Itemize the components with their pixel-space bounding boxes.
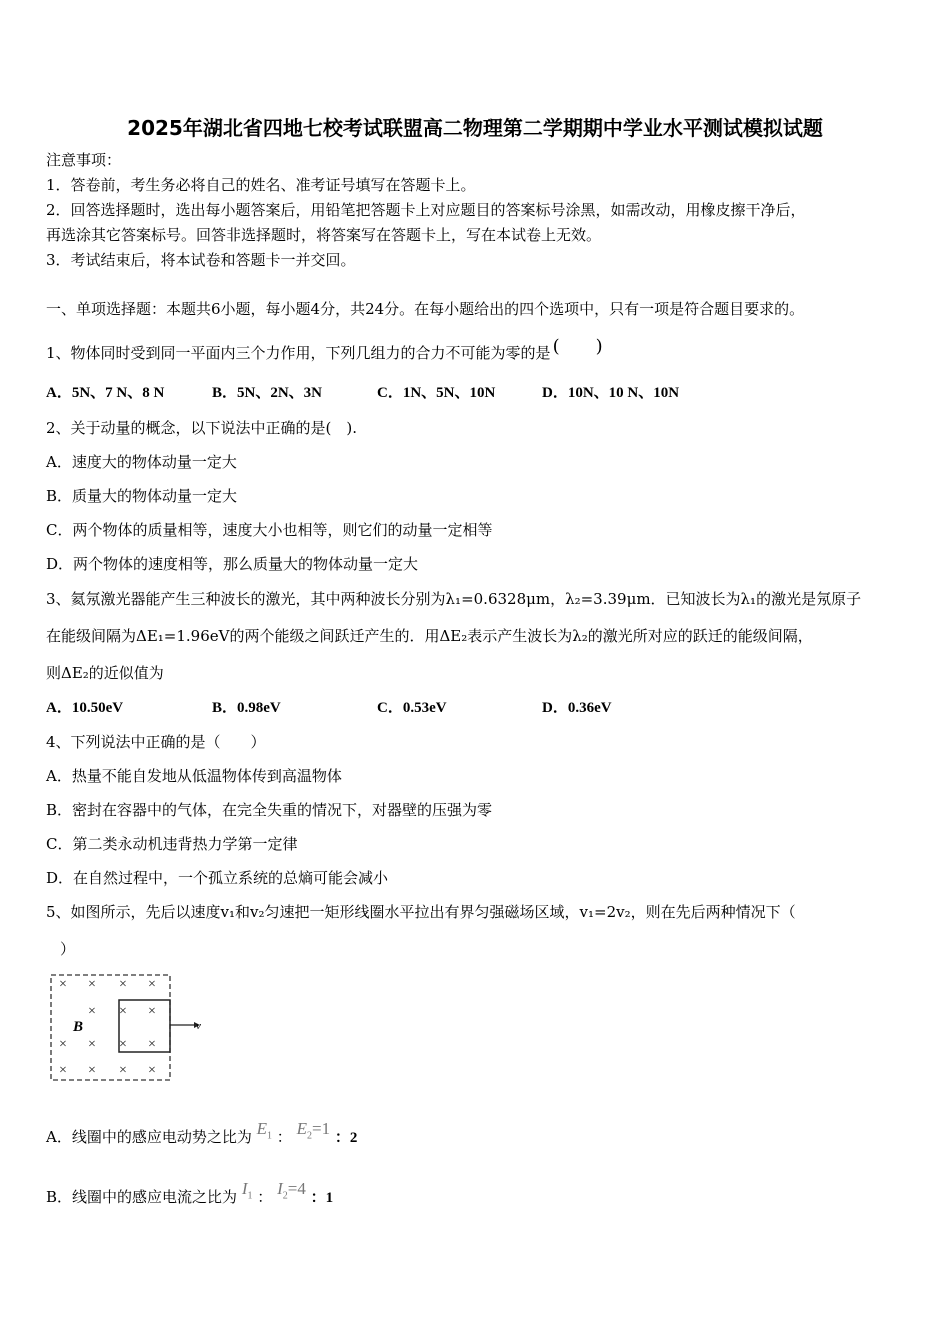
q2-option-d: D．两个物体的速度相等，那么质量大的物体动量一定大 [46,555,419,573]
q5-a-tail: ：2 [334,1130,358,1146]
q5-a-e1 [256,1119,273,1142]
q5-option-b [46,1178,333,1209]
e1-symbol: E [256,1119,268,1138]
q1-option-a: A．5N、7 N、8 N [46,385,165,401]
velocity-label: v [196,1020,201,1032]
q5-a-e2 [296,1119,331,1142]
q5-b-i1 [241,1179,253,1202]
field-cross-icon: × [88,1037,96,1052]
q5-option-a [46,1118,357,1149]
i2-sub: 2 [282,1190,288,1202]
q3-line-2: 在能级间隔为ΔE₁=1.96eV的两个能级之间跃迁产生的．用ΔE₂表示产生波长为λ₂的激光所对应的跃迁的能级间隔， [46,627,813,645]
i-eq: =4 [287,1179,306,1198]
section-heading: 一、单项选择题：本题共6小题，每小题4分，共24分。在每小题给出的四个选项中，只有一项是符合题目要求的。 [46,300,805,318]
q1-stem [46,336,603,364]
magnetic-field-figure [48,972,208,1084]
notice-heading: 注意事项： [46,151,122,169]
q5-b-colon: ： [257,1188,273,1206]
q2-option-b: B．质量大的物体动量一定大 [46,487,238,505]
q3-option-d: D．0.36eV [542,700,612,716]
q1-option-b: B．5N、2N、3N [212,385,323,401]
q3-option-c: C．0.53eV [377,700,447,716]
q1-paren: ( ) [552,336,603,357]
i1-symbol: I [241,1179,248,1198]
field-cross-icon: × [59,1037,67,1052]
q5-b-tail: ：1 [310,1190,334,1206]
field-cross-icon: × [88,1004,96,1019]
field-cross-icon: × [148,1037,156,1052]
i2-symbol: I [277,1179,283,1198]
q2-option-a: A．速度大的物体动量一定大 [46,453,237,471]
q5-b-i2 [277,1179,306,1202]
e-eq: =1 [311,1119,331,1138]
notice-item-2-cont: 再选涂其它答案标号。回答非选择题时，将答案写在答题卡上，写在本试卷上无效。 [46,226,602,244]
notice-item-1: 1．答卷前，考生务必将自己的姓名、准考证号填写在答题卡上。 [46,176,476,194]
q3-line-1: 3、氦氖激光器能产生三种波长的激光，其中两种波长分别为λ₁=0.6328μm，λ₂=3.39μm．已知波长为λ₁的激光是氖原子 [46,590,862,608]
field-cross-icon: × [88,977,96,992]
e2-symbol: E [296,1119,307,1138]
notice-item-2: 2．回答选择题时，选出每小题答案后，用铅笔把答题卡上对应题目的答案标号涂黑，如需改动，用橡皮擦干净后， [46,201,806,219]
q3-line-3: 则ΔE₂的近似值为 [46,664,164,682]
q4-option-d: D．在自然过程中，一个孤立系统的总熵可能会减小 [46,869,389,887]
field-cross-icon: × [119,1037,127,1052]
q5-line-2: ） [60,940,76,958]
q3-option-a: A．10.50eV [46,700,124,716]
page-title: 2025年湖北省四地七校考试联盟高二物理第二学期期中学业水平测试模拟试题 [127,116,823,140]
field-cross-icon: × [119,1063,127,1078]
field-cross-icon: × [59,977,67,992]
field-cross-icon: × [88,1063,96,1078]
q4-option-b: B．密封在容器中的气体，在完全失重的情况下，对器壁的压强为零 [46,801,493,819]
field-cross-icon: × [148,1004,156,1019]
notice-item-3: 3．考试结束后，将本试卷和答题卡一并交回。 [46,251,356,269]
q3-option-b: B．0.98eV [212,700,281,716]
field-cross-icon: × [148,977,156,992]
q5-option-b-text: B．线圈中的感应电流之比为 [46,1188,238,1206]
q2-stem: 2、关于动量的概念，以下说法中正确的是( ). [46,419,358,437]
q4-option-c: C．第二类永动机违背热力学第一定律 [46,835,298,853]
q4-option-a: A．热量不能自发地从低温物体传到高温物体 [46,767,342,785]
q4-stem: 4、下列说法中正确的是（ ） [46,733,266,751]
field-cross-icon: × [148,1063,156,1078]
field-cross-icon: × [59,1063,67,1078]
q1-stem-text: 1、物体同时受到同一平面内三个力作用，下列几组力的合力不可能为零的是 [46,344,551,362]
q2-option-c: C．两个物体的质量相等，速度大小也相等，则它们的动量一定相等 [46,521,493,539]
q5-option-a-text: A．线圈中的感应电动势之比为 [46,1128,252,1146]
field-cross-icon: × [119,1004,127,1019]
q5-line-1: 5、如图所示，先后以速度v₁和v₂匀速把一矩形线圈水平拉出有界匀强磁场区域，v₁=2v₂，则在先后两种情况下（ [46,903,796,921]
field-label: B [73,1019,84,1035]
e2-sub: 2 [306,1130,312,1142]
q1-option-d: D．10N、10 N、10N [542,385,680,401]
q5-a-colon: ： [276,1128,292,1146]
i1-sub: 1 [247,1190,253,1202]
q1-option-c: C．1N、5N、10N [377,385,496,401]
e1-sub: 1 [267,1130,273,1142]
field-cross-icon: × [119,977,127,992]
